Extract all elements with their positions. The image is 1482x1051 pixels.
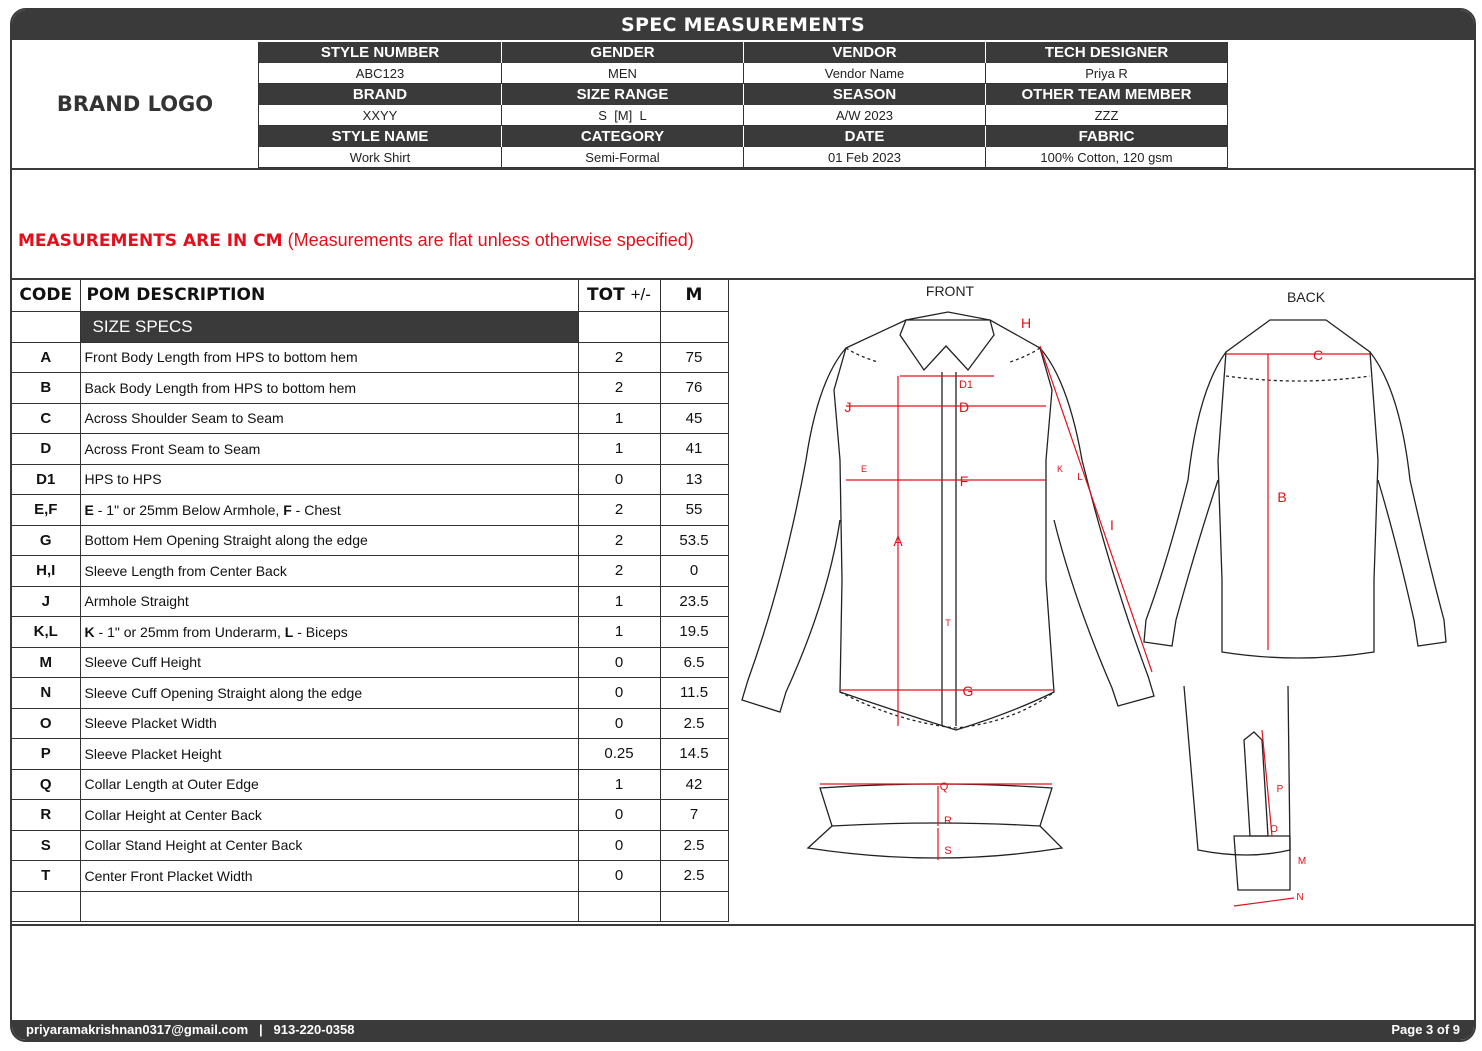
pom-tolerance: 1 xyxy=(578,434,660,465)
pom-description: Sleeve Placket Height xyxy=(80,739,578,770)
info-value-season: A/W 2023 xyxy=(743,105,985,126)
info-value-tech-designer: Priya R xyxy=(985,63,1227,84)
marker-a: A xyxy=(893,533,903,549)
pom-tolerance: 2 xyxy=(578,373,660,404)
footer-page-number: Page 3 of 9 xyxy=(1391,1022,1460,1037)
units-note xyxy=(18,230,694,251)
info-label-other-team-member: OTHER TEAM MEMBER xyxy=(985,84,1227,105)
info-value-brand: XXYY xyxy=(259,105,501,126)
pom-size-m: 41 xyxy=(660,434,728,465)
pom-description xyxy=(80,495,578,526)
style-info-grid xyxy=(258,42,1228,168)
info-value-category: Semi-Formal xyxy=(501,147,743,168)
info-value-size-range: S [M] L xyxy=(501,105,743,126)
pom-size-m: 55 xyxy=(660,495,728,526)
sleeve-placket xyxy=(1244,732,1268,836)
pom-description: Sleeve Placket Width xyxy=(80,708,578,739)
info-value-style-name: Work Shirt xyxy=(259,147,501,168)
pom-size-m: 42 xyxy=(660,769,728,800)
table-row xyxy=(12,708,728,739)
table-row xyxy=(12,373,728,404)
pom-code: T xyxy=(12,861,80,892)
pom-description-part: F xyxy=(283,501,292,518)
marker-i: I xyxy=(1110,517,1114,533)
marker-f: F xyxy=(959,473,969,489)
pom-size-m: 7 xyxy=(660,800,728,831)
pom-code: M xyxy=(12,647,80,678)
section-empty-cell xyxy=(660,311,728,342)
pom-code: R xyxy=(12,800,80,831)
section-row xyxy=(12,311,728,342)
pom-description: Collar Stand Height at Center Back xyxy=(80,830,578,861)
table-row xyxy=(12,739,728,770)
marker-t: T xyxy=(945,618,951,628)
pom-code: B xyxy=(12,373,80,404)
front-left-sleeve xyxy=(742,348,846,712)
pom-tolerance: 0.25 xyxy=(578,739,660,770)
table-row xyxy=(12,678,728,709)
pom-code: G xyxy=(12,525,80,556)
pom-size-m: 19.5 xyxy=(660,617,728,648)
info-label-size-range: SIZE RANGE xyxy=(501,84,743,105)
table-row xyxy=(12,464,728,495)
table-row xyxy=(12,830,728,861)
pom-code: J xyxy=(12,586,80,617)
pom-code: H,I xyxy=(12,556,80,587)
footer-contact: priyaramakrishnan0317@gmail.com | 913-220-0358 xyxy=(26,1022,355,1037)
col-header-code: CODE xyxy=(12,280,80,311)
front-body-outline xyxy=(834,320,1054,730)
info-label-vendor: VENDOR xyxy=(743,42,985,63)
section-empty-cell xyxy=(578,311,660,342)
pom-code: O xyxy=(12,708,80,739)
pom-tolerance: 0 xyxy=(578,830,660,861)
section-label: SIZE SPECS xyxy=(80,311,578,342)
pom-description: Front Body Length from HPS to bottom hem xyxy=(80,342,578,373)
table-row xyxy=(12,403,728,434)
pom-size-m: 0 xyxy=(660,556,728,587)
pom-description: Sleeve Length from Center Back xyxy=(80,556,578,587)
marker-e: E xyxy=(860,464,868,474)
marker-j: J xyxy=(844,399,852,415)
pom-tolerance: 0 xyxy=(578,861,660,892)
pom-code: D1 xyxy=(12,464,80,495)
info-value-vendor: Vendor Name xyxy=(743,63,985,84)
spec-area xyxy=(12,278,1474,926)
col-header-tol-sign: +/- xyxy=(630,285,651,305)
pom-size-m: 2.5 xyxy=(660,708,728,739)
info-value-other-team-member: ZZZ xyxy=(985,105,1227,126)
pom-description: Across Shoulder Seam to Seam xyxy=(80,403,578,434)
pom-code: D xyxy=(12,434,80,465)
pom-description-part: K xyxy=(84,623,95,640)
info-value-fabric: 100% Cotton, 120 gsm xyxy=(985,147,1227,168)
marker-l: L xyxy=(1077,472,1083,483)
measure-line-n xyxy=(1234,898,1294,906)
col-header-size: M xyxy=(660,280,728,311)
marker-d1: D1 xyxy=(958,379,974,391)
pom-tolerance: 2 xyxy=(578,495,660,526)
pom-tolerance: 0 xyxy=(578,800,660,831)
pom-description: Back Body Length from HPS to bottom hem xyxy=(80,373,578,404)
info-label-tech-designer: TECH DESIGNER xyxy=(985,42,1227,63)
table-row xyxy=(12,525,728,556)
pom-tolerance: 0 xyxy=(578,647,660,678)
header-divider xyxy=(12,168,1474,170)
footer xyxy=(12,1020,1474,1040)
front-right-sleeve xyxy=(1040,348,1154,706)
pom-description: Bottom Hem Opening Straight along the edge xyxy=(80,525,578,556)
pom-description: Across Front Seam to Seam xyxy=(80,434,578,465)
info-value-gender: MEN xyxy=(501,63,743,84)
units-note-strong: MEASUREMENTS ARE IN CM xyxy=(18,231,283,251)
pom-tolerance: 2 xyxy=(578,525,660,556)
table-row xyxy=(12,861,728,892)
empty-cell xyxy=(12,891,80,922)
info-label-style-name: STYLE NAME xyxy=(259,126,501,147)
marker-q: Q xyxy=(939,781,949,793)
pom-description: Center Front Placket Width xyxy=(80,861,578,892)
brand-logo: BRAND LOGO xyxy=(56,92,214,116)
front-collar xyxy=(900,312,994,370)
table-row xyxy=(12,434,728,465)
marker-p: P xyxy=(1276,784,1284,795)
pom-code: P xyxy=(12,739,80,770)
pom-tolerance: 0 xyxy=(578,464,660,495)
pom-code: S xyxy=(12,830,80,861)
front-placket xyxy=(942,372,956,726)
pom-description-part: L xyxy=(284,623,294,640)
empty-cell xyxy=(578,891,660,922)
info-value-date: 01 Feb 2023 xyxy=(743,147,985,168)
marker-k: K xyxy=(1056,464,1064,474)
collar-detail xyxy=(820,784,1052,826)
marker-m: M xyxy=(1297,856,1307,867)
pom-description: Armhole Straight xyxy=(80,586,578,617)
empty-cell xyxy=(660,891,728,922)
col-header-tot: TOT xyxy=(587,285,625,306)
pom-size-m: 11.5 xyxy=(660,678,728,709)
table-row xyxy=(12,617,728,648)
marker-h: H xyxy=(1020,315,1032,331)
col-header-desc: POM DESCRIPTION xyxy=(80,280,578,311)
pom-size-m: 13 xyxy=(660,464,728,495)
measure-line-i xyxy=(1040,346,1152,672)
pom-code: A xyxy=(12,342,80,373)
pom-size-m: 76 xyxy=(660,373,728,404)
marker-s: S xyxy=(944,845,952,857)
table-row xyxy=(12,647,728,678)
info-label-category: CATEGORY xyxy=(501,126,743,147)
marker-g: G xyxy=(962,683,974,699)
col-header-tol xyxy=(578,280,660,311)
pom-size-m: 6.5 xyxy=(660,647,728,678)
table-row-empty xyxy=(12,891,728,922)
pom-tolerance: 0 xyxy=(578,708,660,739)
pom-description: Sleeve Cuff Opening Straight along the edge xyxy=(80,678,578,709)
pom-tolerance: 0 xyxy=(578,678,660,709)
back-body-outline xyxy=(1218,320,1378,658)
pom-description xyxy=(80,617,578,648)
marker-r: R xyxy=(944,815,952,827)
pom-size-m: 2.5 xyxy=(660,861,728,892)
pom-tolerance: 1 xyxy=(578,586,660,617)
back-right-sleeve xyxy=(1370,352,1446,646)
pom-description-part: - 1" or 25mm from Underarm, xyxy=(94,623,285,640)
marker-o: O xyxy=(1270,824,1278,835)
pom-description-part: - Chest xyxy=(291,501,341,518)
empty-cell xyxy=(80,891,578,922)
pom-table xyxy=(12,280,729,922)
info-label-style-number: STYLE NUMBER xyxy=(259,42,501,63)
table-row xyxy=(12,556,728,587)
back-label: BACK xyxy=(1286,289,1326,305)
pom-size-m: 14.5 xyxy=(660,739,728,770)
pom-description: Collar Length at Outer Edge xyxy=(80,769,578,800)
front-hem-band xyxy=(840,692,1054,728)
pom-description-part: E xyxy=(84,501,94,518)
marker-d: D xyxy=(958,399,970,415)
info-label-season: SEASON xyxy=(743,84,985,105)
info-label-brand: BRAND xyxy=(259,84,501,105)
units-note-rest: (Measurements are flat unless otherwise specified) xyxy=(282,230,694,250)
table-row xyxy=(12,586,728,617)
pom-size-m: 53.5 xyxy=(660,525,728,556)
pom-code: C xyxy=(12,403,80,434)
page-title: SPEC MEASUREMENTS xyxy=(12,10,1474,40)
table-row xyxy=(12,800,728,831)
back-left-sleeve xyxy=(1144,352,1226,646)
marker-b: B xyxy=(1277,489,1287,505)
pom-size-m: 23.5 xyxy=(660,586,728,617)
collar-stand xyxy=(808,826,1062,858)
info-label-gender: GENDER xyxy=(501,42,743,63)
pom-tolerance: 1 xyxy=(578,617,660,648)
marker-c: C xyxy=(1312,347,1324,363)
pom-tolerance: 2 xyxy=(578,556,660,587)
shirt-flat-sketch xyxy=(728,280,1474,926)
pom-code: E,F xyxy=(12,495,80,526)
pom-size-m: 75 xyxy=(660,342,728,373)
table-row xyxy=(12,769,728,800)
info-value-style-number: ABC123 xyxy=(259,63,501,84)
pom-description-part: - Biceps xyxy=(293,623,348,640)
pom-size-m: 2.5 xyxy=(660,830,728,861)
cuff-band xyxy=(1234,836,1290,890)
pom-description: Collar Height at Center Back xyxy=(80,800,578,831)
pom-description: Sleeve Cuff Height xyxy=(80,647,578,678)
back-yoke xyxy=(1226,376,1370,381)
pom-code: Q xyxy=(12,769,80,800)
pom-description-part: - 1" or 25mm Below Armhole, xyxy=(93,501,284,518)
pom-tolerance: 1 xyxy=(578,403,660,434)
table-row xyxy=(12,342,728,373)
info-label-date: DATE xyxy=(743,126,985,147)
front-label: FRONT xyxy=(925,283,975,299)
pom-size-m: 45 xyxy=(660,403,728,434)
pom-tolerance: 1 xyxy=(578,769,660,800)
marker-n: N xyxy=(1296,892,1304,903)
pom-code: K,L xyxy=(12,617,80,648)
pom-tolerance: 2 xyxy=(578,342,660,373)
info-label-fabric: FABRIC xyxy=(985,126,1227,147)
pom-code: N xyxy=(12,678,80,709)
spec-sheet xyxy=(10,8,1476,1042)
technical-sketches xyxy=(728,280,1474,926)
section-empty-cell xyxy=(12,311,80,342)
table-row xyxy=(12,495,728,526)
pom-description: HPS to HPS xyxy=(80,464,578,495)
